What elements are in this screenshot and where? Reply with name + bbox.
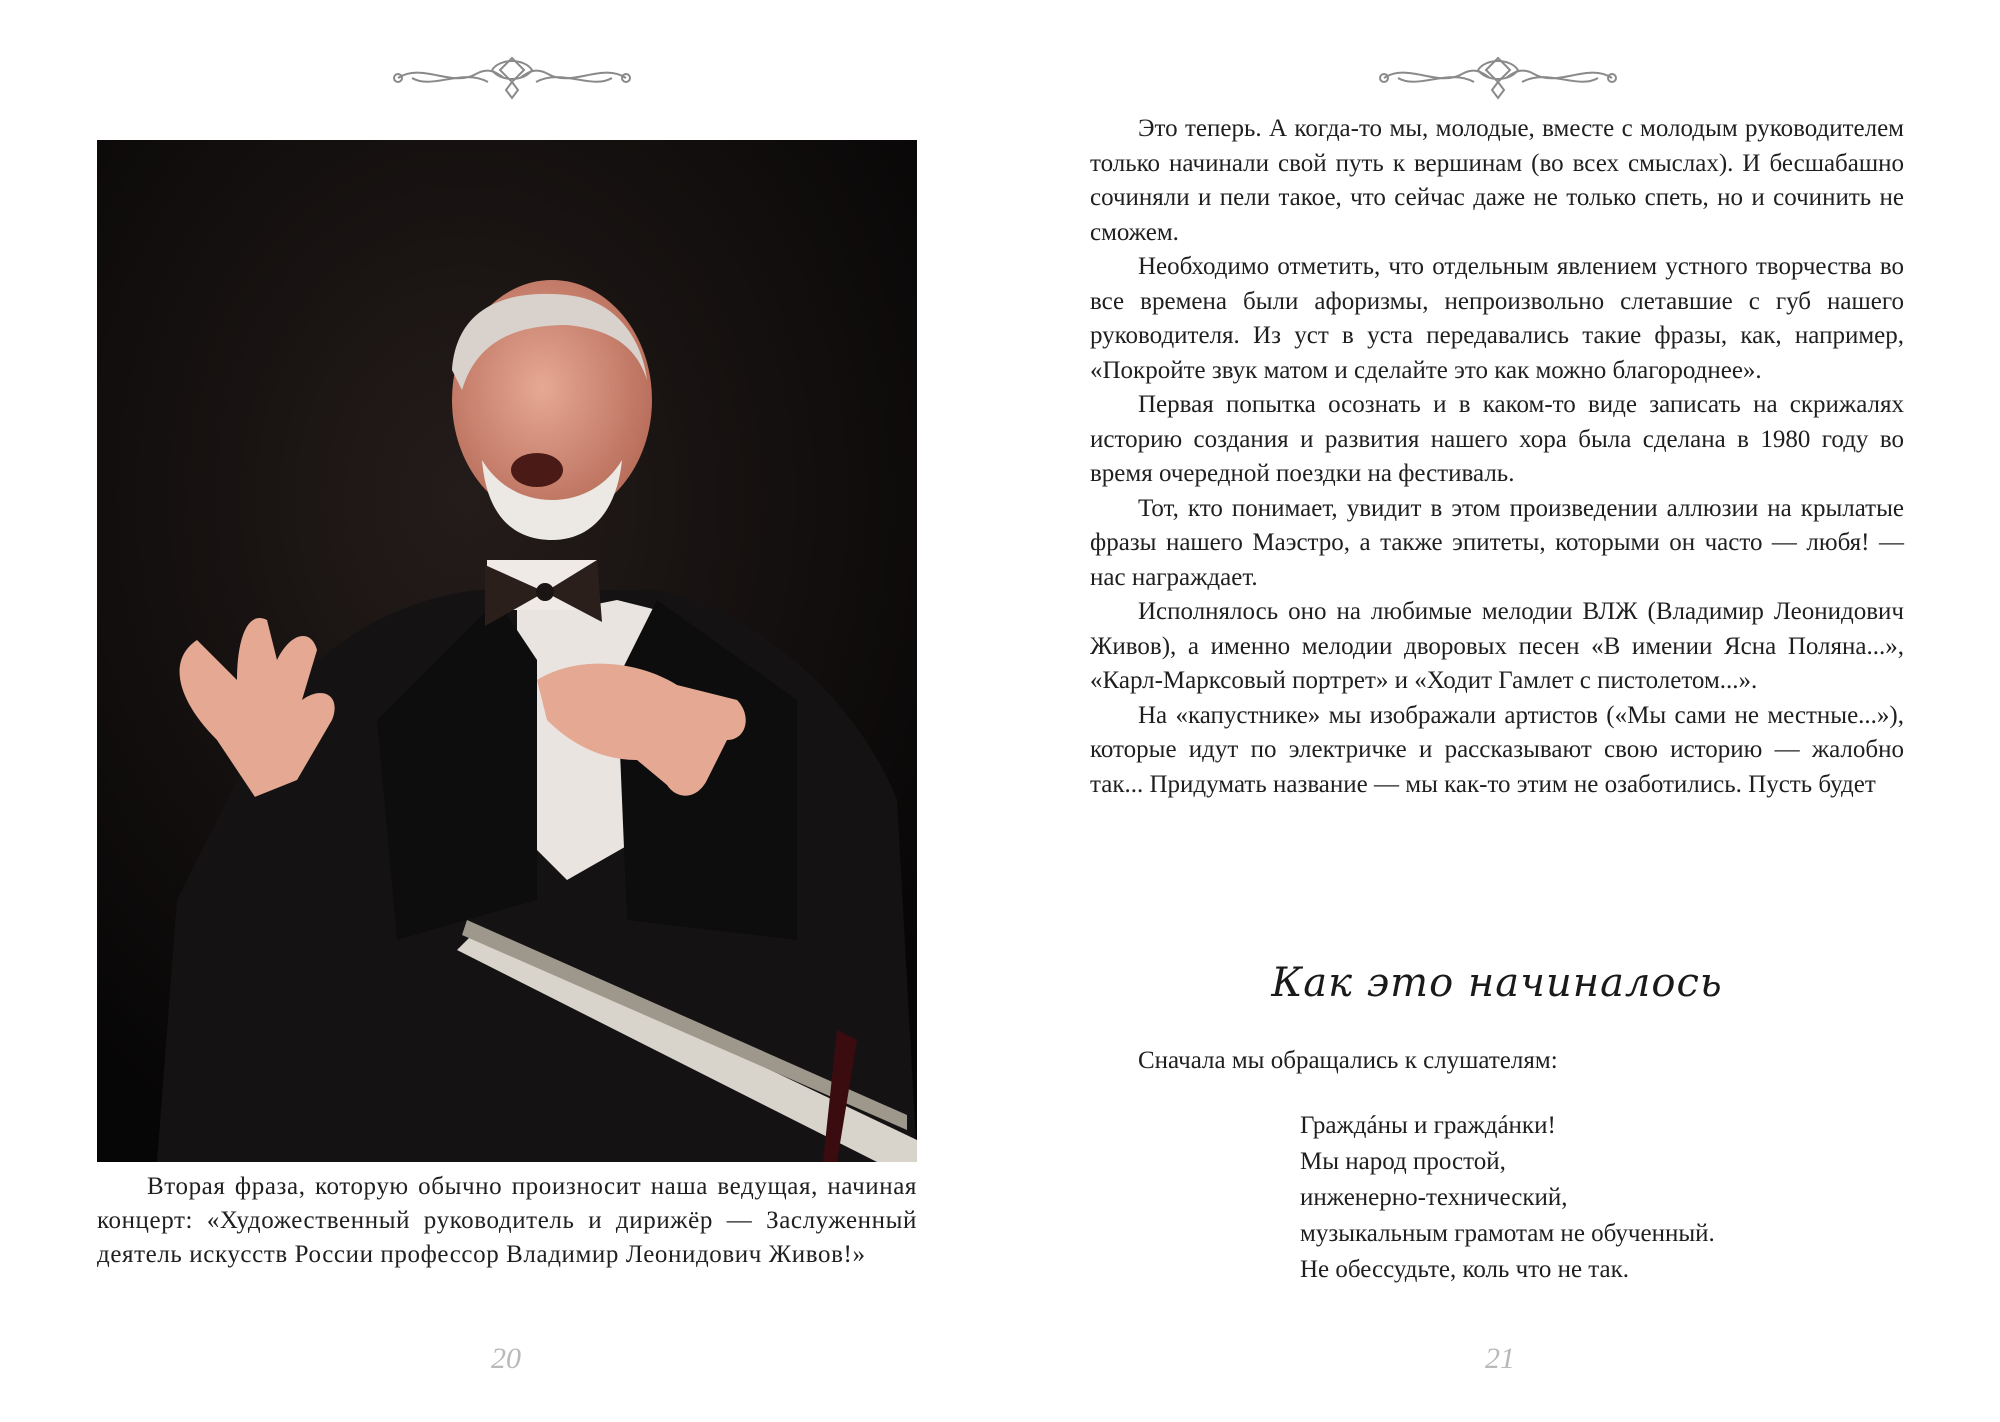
photo-caption bbox=[97, 1170, 917, 1272]
section-title: Как это начиналось bbox=[1271, 960, 1723, 1006]
paragraph: Это теперь. А когда-то мы, молодые, вместе с молодым руководителем только начинали свой путь к вершинам (во всех смыслах). И бесшабашно сочиняли и пели такое, что сейчас даже не только спеть, но и сочинить не сможем. bbox=[1090, 115, 1904, 246]
poem bbox=[1300, 1108, 1920, 1288]
page-number: 20 bbox=[491, 1342, 521, 1375]
conductor-photo bbox=[97, 140, 917, 1162]
poem-line: музыкальным грамотам не обученный. bbox=[1300, 1220, 1715, 1247]
paragraph: Тот, кто понимает, увидит в этом произведении аллюзии на крылатые фразы нашего Маэстро, а также эпитеты, которыми он часто — любя! — нас награждает. bbox=[1090, 494, 1904, 591]
caption-text: Вторая фраза, которую обычно произносит наша ведущая, начиная концерт: «Художественный руководитель и дирижёр — Заслуженный деятель искусств России профессор Владимир Леонидович Живов!» bbox=[97, 1173, 917, 1268]
paragraph: Первая попытка осознать и в каком-то виде записать на скрижалях историю создания и развития нашего хора была сделана в 1980 году во время очередной поездки на фестиваль. bbox=[1090, 391, 1904, 487]
poem-line: Мы народ простой, bbox=[1300, 1148, 1506, 1175]
poem-line: Граждáны и граждáнки! bbox=[1300, 1112, 1556, 1139]
paragraph: На «капустнике» мы изображали артистов («Мы сами не местные...»), которые идут по электричке и рассказывают свою историю — жалобно так... Придумать название — мы как-то этим не озаботились. Пусть будет bbox=[1090, 701, 1904, 798]
intro-line: Сначала мы обращались к слушателям: bbox=[1138, 1047, 1558, 1074]
flourish-ornament-icon bbox=[392, 52, 632, 102]
poem-line: Не обессудьте, коль что не так. bbox=[1300, 1256, 1630, 1283]
flourish-ornament-icon bbox=[1378, 52, 1618, 102]
paragraph: Необходимо отметить, что отдельным явлением устного творчества во все времена были афоризмы, непроизвольно слетавшие с губ нашего руководителя. Из уст в уста передавались такие фразы, как, например, «Покройте звук матом и сделайте это как можно благороднее». bbox=[1090, 253, 1904, 384]
poem-line: инженерно-технический, bbox=[1300, 1184, 1568, 1211]
page-number: 21 bbox=[1485, 1342, 1515, 1375]
body-text bbox=[1090, 112, 1904, 802]
right-page bbox=[1000, 0, 2000, 1422]
paragraph: Исполнялось оно на любимые мелодии ВЛЖ (Владимир Леонидович Живов), а именно мелодии дворовых песен «В имении Ясна Поляна...», «Карл-Марксовый портрет» и «Ходит Гамлет с пистолетом...». bbox=[1090, 598, 1904, 694]
